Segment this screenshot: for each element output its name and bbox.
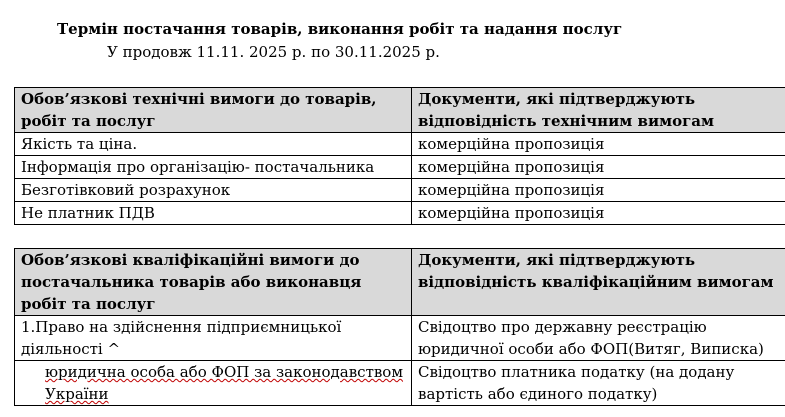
qualification-requirements-table xyxy=(14,248,785,406)
table-cell: Якість та ціна. xyxy=(15,133,412,156)
table-row xyxy=(15,316,785,361)
table-cell: Свідоцтво платника податку (на додану вартість або єдиного податку) xyxy=(412,361,785,406)
header-cell: Документи, які підтверджують відповідність технічним вимогам xyxy=(412,88,785,133)
table-row xyxy=(15,361,785,406)
table-cell: комерційна пропозиція xyxy=(412,133,785,156)
header-cell: Документи, які підтверджують відповідність кваліфікаційним вимогам xyxy=(412,249,785,316)
table-cell: Не платник ПДВ xyxy=(15,202,412,225)
spellcheck-text: юридична особа або ФОП за законодавством України xyxy=(45,363,404,403)
header-cell: Обов’язкові технічні вимоги до товарів, робіт та послуг xyxy=(15,88,412,133)
table-cell: Безготівковий розрахунок xyxy=(15,179,412,202)
table-cell: комерційна пропозиція xyxy=(412,202,785,225)
table-cell: комерційна пропозиція xyxy=(412,156,785,179)
table-row xyxy=(15,133,785,156)
table-cell: Інформація про організацію- постачальника xyxy=(15,156,412,179)
table-cell: Свідоцтво про державну реєстрацію юридичної особи або ФОП(Витяг, Виписка) xyxy=(412,316,785,361)
table-cell xyxy=(15,361,412,406)
document-title: Термін постачання товарів, виконання робіт та надання послуг xyxy=(57,20,623,38)
table-cell: 1.Право на здійснення підприємницької діяльності ^ xyxy=(15,316,412,361)
table-row xyxy=(15,179,785,202)
technical-requirements-table xyxy=(14,87,785,225)
delivery-period: У продовж 11.11. 2025 р. по 30.11.2025 р. xyxy=(107,43,440,61)
header-cell: Обов’язкові кваліфікаційні вимоги до постачальника товарів або виконавця робіт та послуг xyxy=(15,249,412,316)
table-row xyxy=(15,156,785,179)
table-cell: комерційна пропозиція xyxy=(412,179,785,202)
table-row xyxy=(15,202,785,225)
table-header-row xyxy=(15,249,785,316)
table-header-row xyxy=(15,88,785,133)
